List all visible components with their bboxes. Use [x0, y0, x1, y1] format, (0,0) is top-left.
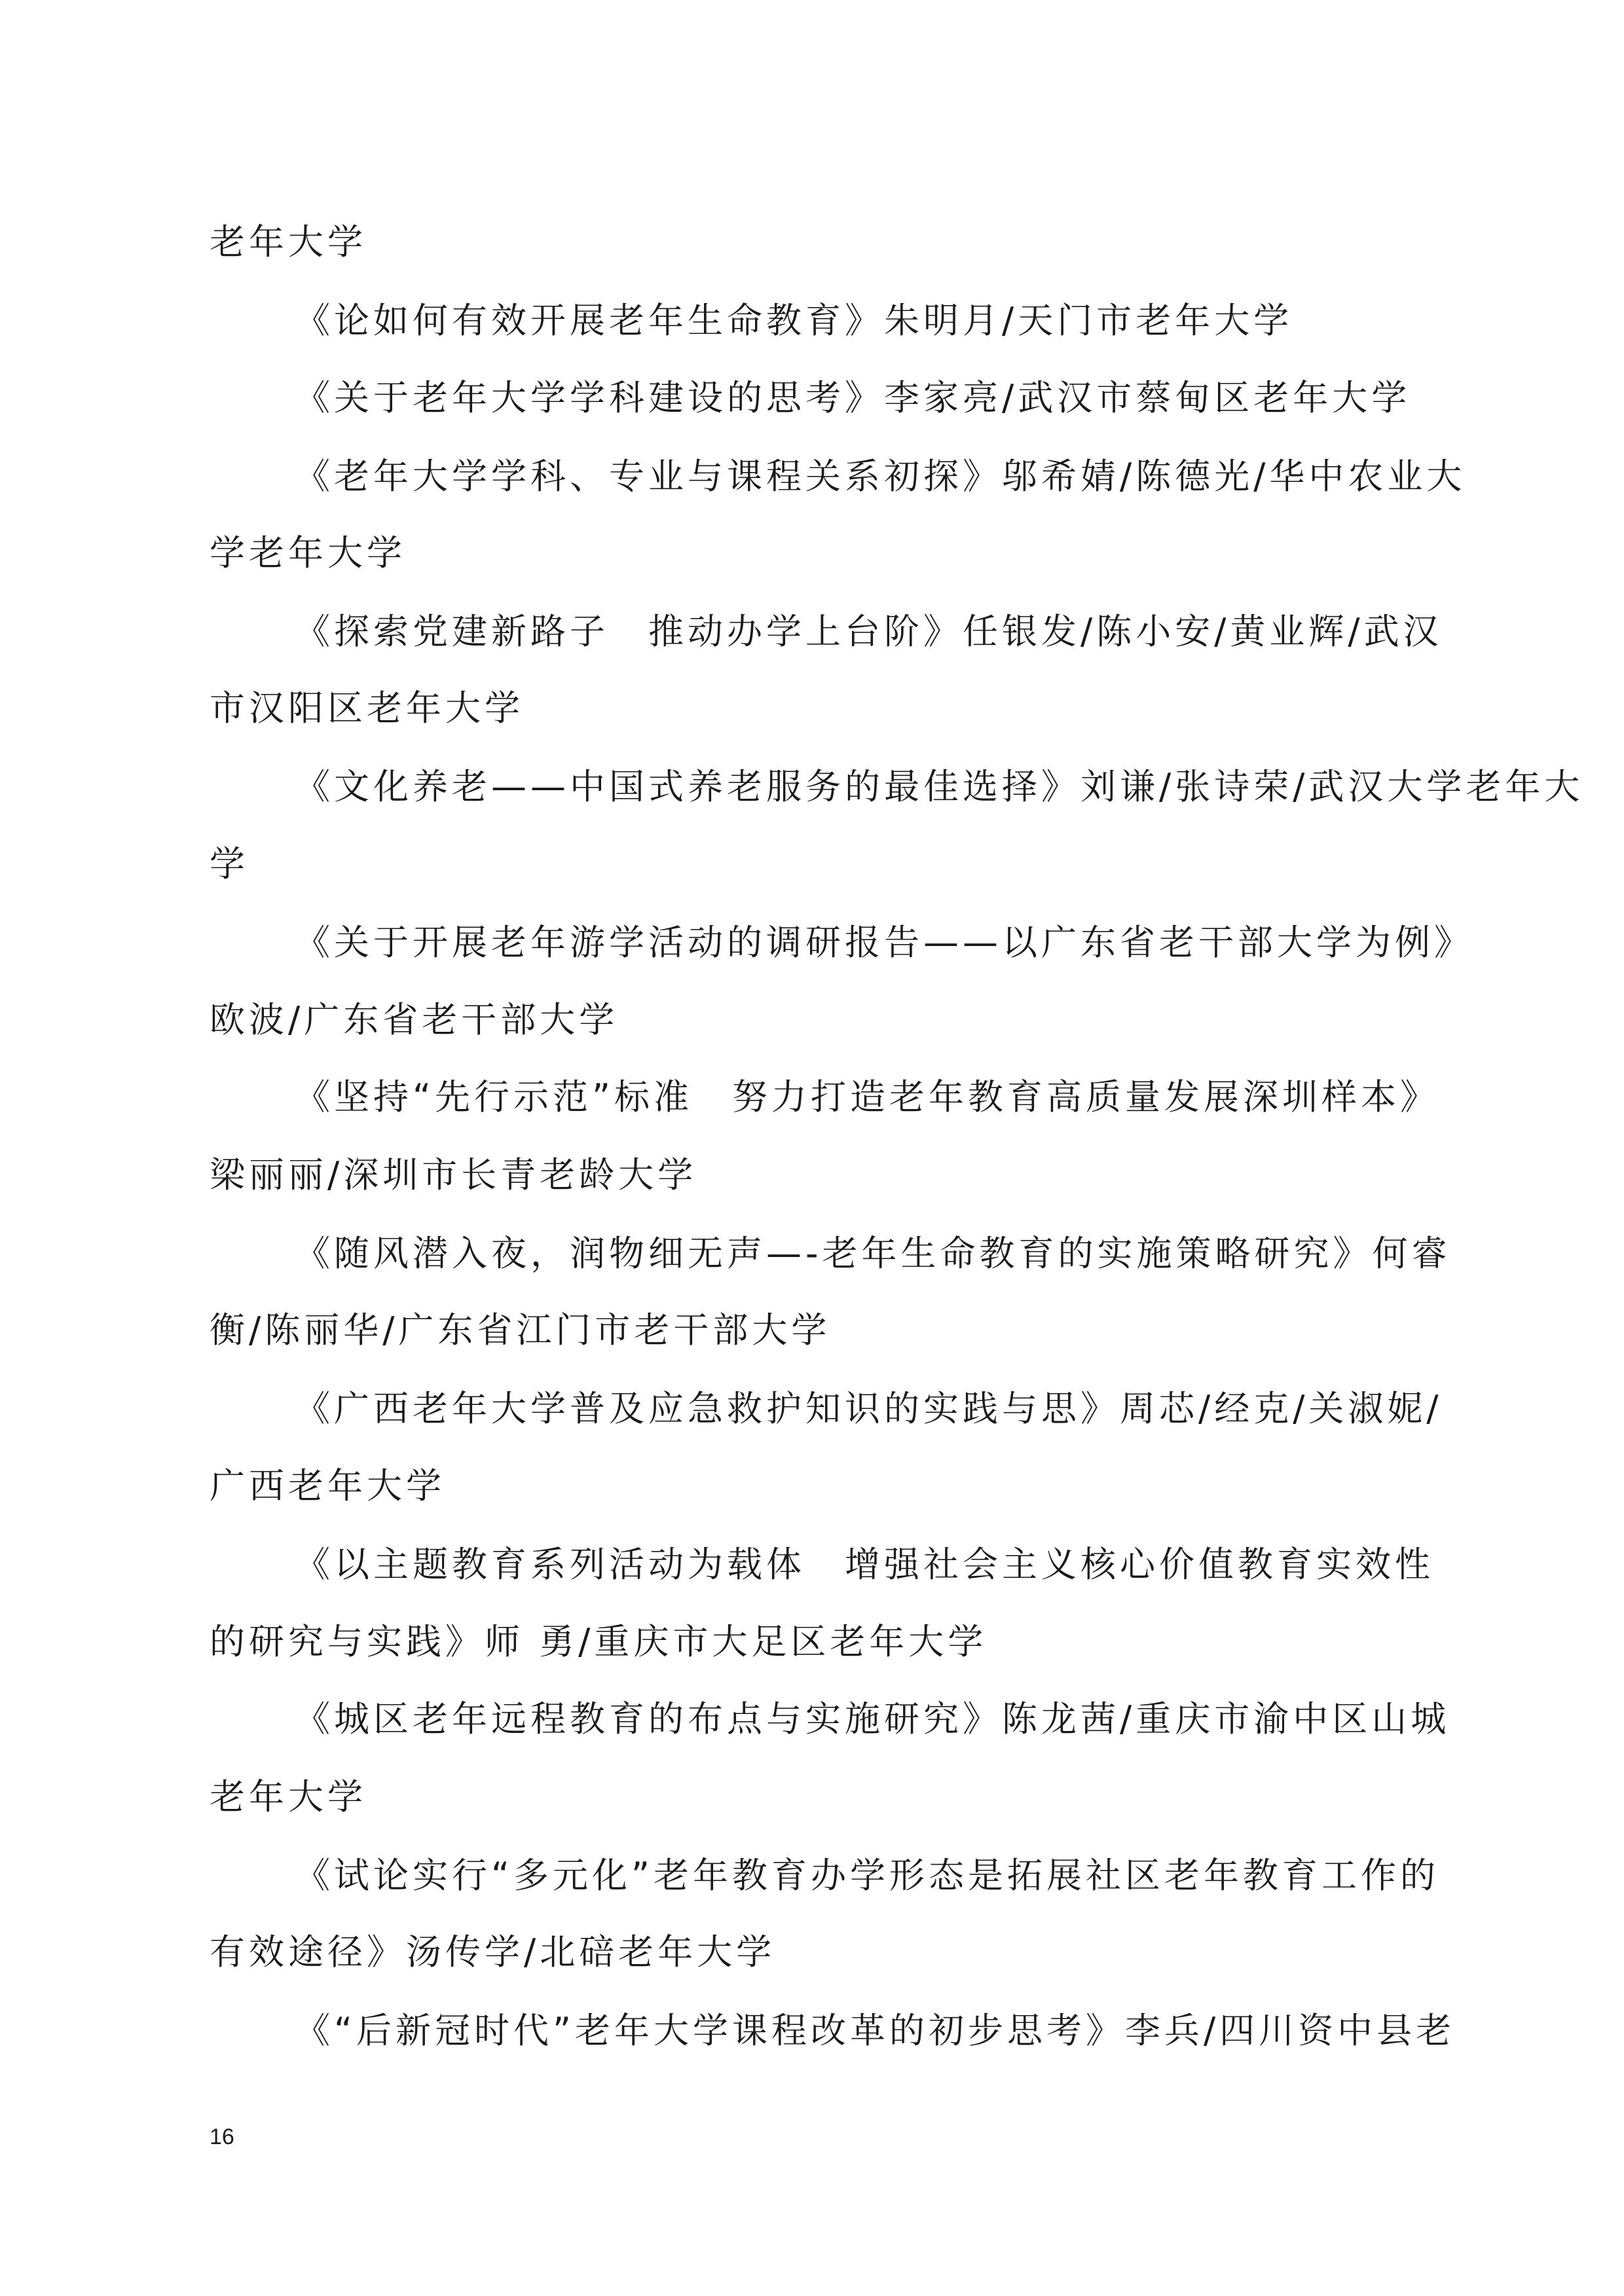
- page-number: 16: [210, 2124, 234, 2149]
- text-line: 的研究与实践》师 勇/重庆市大足区老年大学: [210, 1621, 987, 1662]
- entry-line: 《“后新冠时代”老年大学课程改革的初步思考》李兵/四川资中县老: [295, 2010, 1456, 2051]
- entry-line: 《探索党建新路子 推动办学上台阶》任银发/陈小安/黄业辉/武汉: [295, 611, 1443, 652]
- entry-line: 《试论实行“多元化”老年教育办学形态是拓展社区老年教育工作的: [295, 1855, 1439, 1896]
- entry-line: 《关于老年大学学科建设的思考》李家亮/武汉市蔡甸区老年大学: [295, 377, 1411, 418]
- entry-line: 《广西老年大学普及应急救护知识的实践与思》周芯/经克/关淑妮/: [295, 1388, 1443, 1429]
- text-line: 老年大学: [210, 1776, 367, 1817]
- entry-line: 《城区老年远程教育的布点与实施研究》陈龙茜/重庆市渝中区山城: [295, 1698, 1450, 1740]
- text-line: 学: [210, 843, 249, 884]
- text-line: 梁丽丽/深圳市长青老龄大学: [210, 1154, 697, 1195]
- text-line: 有效途径》汤传学/北碚老年大学: [210, 1931, 776, 1973]
- entry-line: 《以主题教育系列活动为载体 增强社会主义核心价值教育实效性: [295, 1544, 1434, 1585]
- text-line: 学老年大学: [210, 532, 406, 574]
- text-line: 衡/陈丽华/广东省江门市老干部大学: [210, 1309, 831, 1351]
- text-line: 老年大学: [210, 221, 367, 263]
- entry-line: 《论如何有效开展老年生命教育》朱明月/天门市老年大学: [295, 300, 1293, 341]
- entry-line: 《文化养老——中国式养老服务的最佳选择》刘谦/张诗荣/武汉大学老年大: [295, 766, 1584, 807]
- entry-line: 《随风潜入夜，润物细无声—-老年生命教育的实施策略研究》何睿: [295, 1233, 1451, 1274]
- text-line: 欧波/广东省老干部大学: [210, 999, 619, 1040]
- entry-line: 《老年大学学科、专业与课程关系初探》邬希婧/陈德光/华中农业大: [295, 456, 1466, 497]
- text-line: 广西老年大学: [210, 1465, 445, 1506]
- text-line: 市汉阳区老年大学: [210, 687, 524, 729]
- entry-line: 《关于开展老年游学活动的调研报告——以广东省老干部大学为例》: [295, 922, 1473, 963]
- entry-line: 《坚持“先行示范”标准 努力打造老年教育高质量发展深圳样本》: [295, 1076, 1439, 1118]
